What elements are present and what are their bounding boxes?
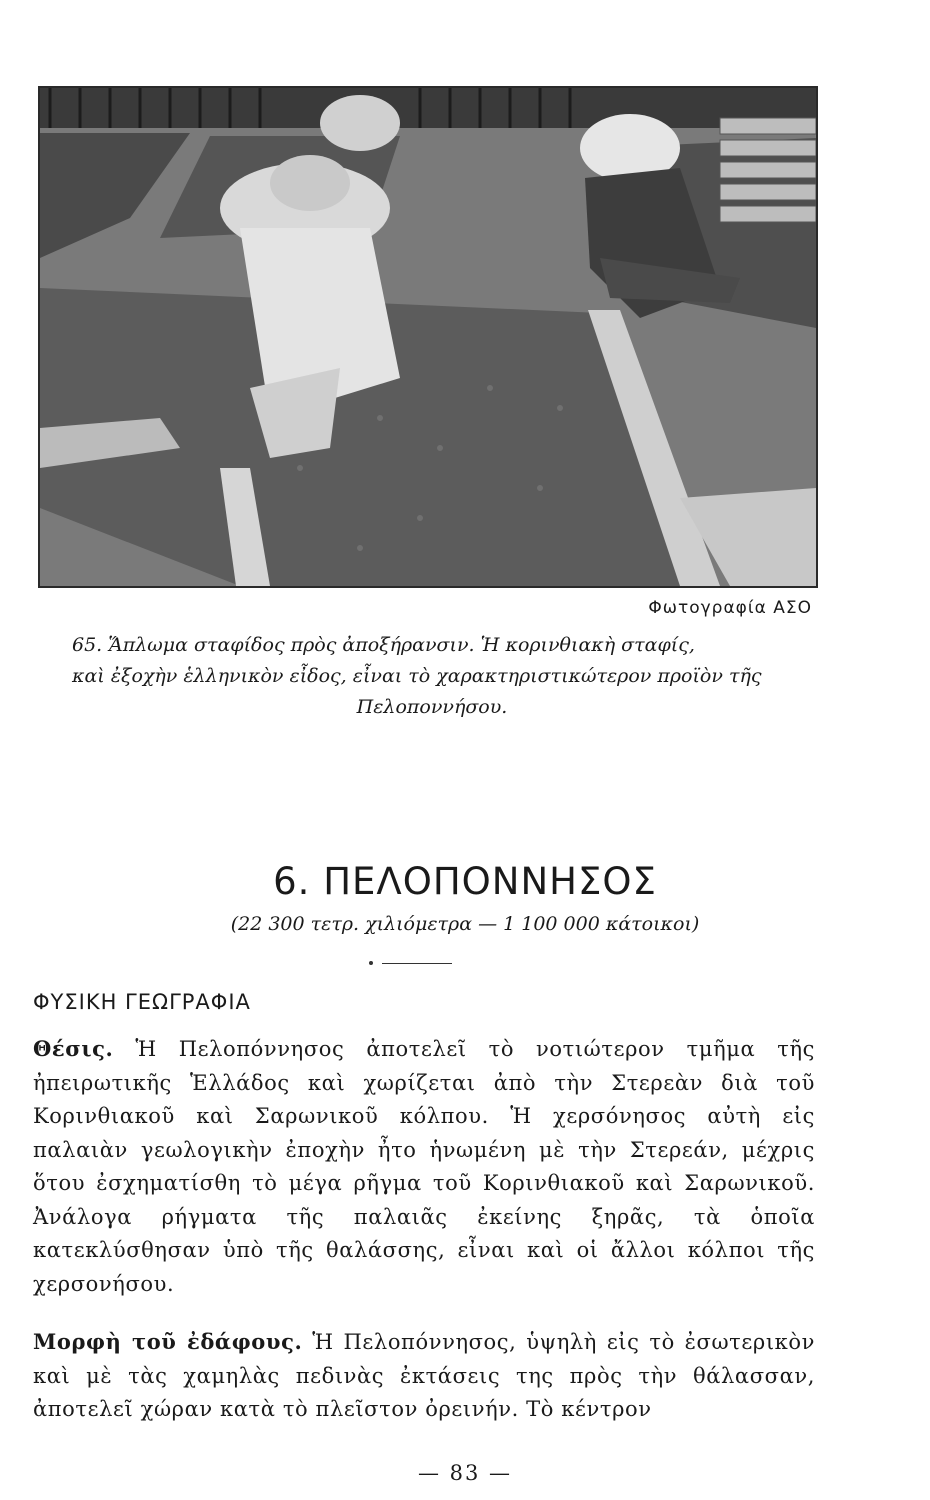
photo-credit: Φωτογραφία ΑΣΟ	[648, 598, 812, 618]
divider-line	[382, 963, 452, 964]
caption-line-2: καὶ ἐξοχὴν ἑλληνικὸν εἶδος, εἶναι τὸ χαρακτηριστικώτερον προϊὸν τῆς	[72, 665, 762, 687]
paragraph-position	[33, 1032, 815, 1301]
chapter-title: 6. ΠΕΛΟΠΟΝΝΗΣΟΣ	[273, 860, 657, 903]
caption-line-1: 65. Ἅπλωμα σταφίδος πρὸς ἀποξήρανσιν. Ἡ κορινθιακὴ σταφίς,	[72, 634, 695, 656]
caption-line-3: Πελοποννήσου.	[356, 696, 508, 718]
section-heading: ΦΥΣΙΚΗ ΓΕΩΓΡΑΦΙΑ	[33, 990, 251, 1014]
paragraph-text-position: Ἡ Πελοπόννησος ἀποτελεῖ τὸ νοτιώτερον τμῆμα τῆς ἠπειρωτικῆς Ἑλλάδος καὶ χωρίζεται ἀπὸ τὴν Στερεὰν διὰ τοῦ Κορινθιακοῦ καὶ Σαρωνικοῦ κόλπου. Ἡ χερσόνησος αὐτὴ εἰς παλαιὰν γεωλογικὴν ἐποχὴν ἦτο ἡνωμένη μὲ τὴν Στερεάν, μέχρις ὅτου ἐσχηματίσθη τὸ μέγα ρῆγμα τοῦ Κορινθιακοῦ καὶ Σαρωνικοῦ. Ἀνάλογα ρήγματα τῆς παλαιᾶς ἐκείνης ξηρᾶς, τὰ ὁποῖα κατεκλύσθησαν ὑπὸ τῆς θαλάσσης, εἶναι καὶ οἱ ἄλλοι κόλποι τῆς χερσονήσου.	[33, 1037, 815, 1296]
chapter-subtitle: (22 300 τετρ. χιλιόμετρα — 1 100 000 κάτοικοι)	[230, 913, 700, 935]
paragraph-terrain	[33, 1325, 815, 1427]
paragraph-text-terrain: Ἡ Πελοπόννησος, ὑψηλὴ εἰς τὸ ἐσωτερικὸν καὶ μὲ τὰς χαμηλὰς πεδινὰς ἐκτάσεις της πρὸς τὴν θάλασσαν, ἀποτελεῖ χώραν κατὰ τὸ πλεῖστον ὀρεινήν. Τὸ κέντρον	[33, 1330, 815, 1421]
paragraph-lead-terrain: Μορφὴ τοῦ ἐδάφους.	[33, 1329, 303, 1354]
figure-caption	[72, 630, 792, 723]
raisin-drying-photograph	[38, 86, 818, 588]
divider-dot	[369, 961, 373, 965]
page-number: — 83 —	[417, 1461, 513, 1485]
paragraph-lead-position: Θέσις.	[33, 1036, 114, 1061]
photo-illustration	[40, 88, 816, 586]
